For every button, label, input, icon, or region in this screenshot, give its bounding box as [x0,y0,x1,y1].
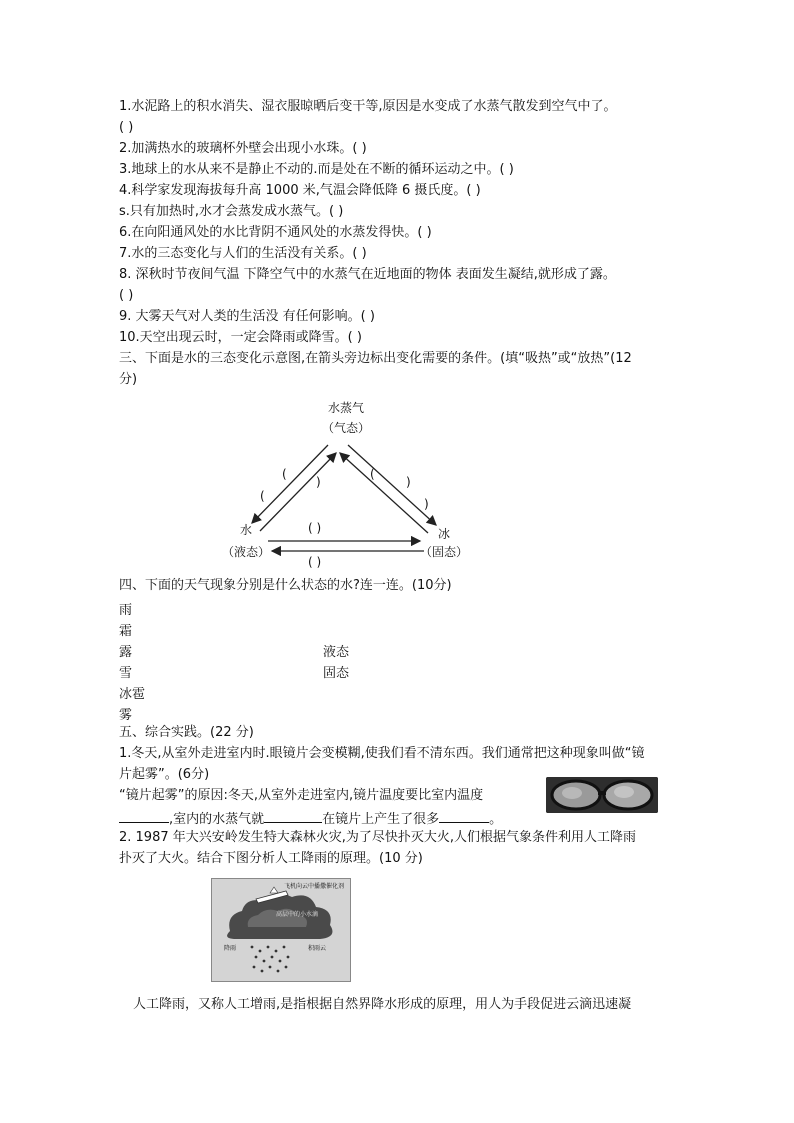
phenomenon-dew[interactable]: 露 [119,645,133,660]
artificial-rain-scene [212,879,350,981]
blank-bottom-bottom[interactable]: ( ) [308,555,322,569]
q1-line2: 片起雾”。(6分) [119,767,210,782]
vapor-label: 水蒸气 [328,401,365,415]
water-state-label: （液态） [222,545,271,559]
judgment-5: s.只有加热时,水才会蒸发成水蒸气。( ) [119,204,344,219]
judgment-7: 7.水的三态变化与人们的生活没有关系。( ) [119,246,367,261]
q1-line4-e: 在镜片上产生了很多 [322,812,440,827]
q1-line1: 1.冬天,从室外走进室内时.眼镜片会变模糊,使我们看不清东西。我们通常把这种现象叫做“镜 [119,746,645,761]
arrow-water-to-vapor [260,453,336,531]
rain-diagram-rain-label: 降雨 [224,945,237,952]
section3-title-cont: 分) [119,372,138,387]
arrow-vapor-to-ice [348,445,436,525]
phenomenon-hail[interactable]: 冰雹 [119,687,146,702]
q2-line1: 2. 1987 年大兴安岭发生特大森林火灾,为了尽快扑灭大火,人们根据气象条件利用人工降雨 [119,830,637,845]
artificial-rain-paragraph: 人工降雨，又称人工增雨,是指根据自然界降水形成的原理，用人为手段促进云滴迅速凝 [133,997,632,1012]
blank-right-outer-1[interactable]: ) [406,475,411,489]
water-states-diagram [200,393,480,571]
blank-left-outer-1[interactable]: ( [282,467,287,481]
judgment-1: 1.水泥路上的积水消失、湿衣服晾晒后变干等,原因是水变成了水蒸气散发到空气中了。 [119,99,617,114]
blank-vapor-change[interactable] [264,809,322,823]
rain-diagram-cloud-label: 高层中的小水滴 [276,911,319,918]
ice-label: 冰 [438,527,451,541]
rain-diagram-title: 飞机向云中播撒催化剂 [284,883,345,890]
blank-right-outer-2[interactable]: ) [424,497,429,511]
state-solid[interactable]: 固态 [323,666,350,681]
vapor-state-label: （气态） [322,421,371,435]
blank-bottom-top[interactable]: ( ) [308,521,322,535]
judgment-10: 10.天空出现云时，一定会降雨或降雪。( ) [119,330,362,345]
judgment-6: 6.在向阳通风处的水比背阴不通风处的水蒸发得快。( ) [119,225,432,240]
judgment-1-paren: ( ) [119,120,134,135]
phenomenon-snow[interactable]: 雪 [119,666,133,681]
phenomenon-frost[interactable]: 霜 [119,624,133,639]
q1-line4 [119,809,502,828]
blank-droplets[interactable] [439,809,489,823]
foggy-glasses-photo [546,777,658,813]
judgment-8: 8. 深秋时节夜间气温 下降空气中的水蒸气在近地面的物体 表面发生凝结,就形成了露。 [119,267,616,282]
blank-left-inner[interactable]: ) [316,475,321,489]
blank-right-inner-1[interactable]: ( [370,467,375,481]
phenomenon-rain[interactable]: 雨 [119,603,133,618]
phenomenon-fog[interactable]: 雾 [119,708,133,723]
state-liquid[interactable]: 液态 [323,645,350,660]
section3-title: 三、下面是水的三态变化示意图,在箭头旁边标出变化需要的条件。(填“吸热”或“放热”(12 [119,351,632,366]
q1-line4-g: 。 [489,812,503,827]
judgment-4: 4.科学家发现海拔每升高 1000 米,气温会降低降 6 摄氏度。( ) [119,183,481,198]
judgment-3: 3.地球上的水从来不是静止不动的.而是处在不断的循环运动之中。( ) [119,162,514,177]
section5-title: 五、综合实践。(22 分) [119,725,254,740]
judgment-9: 9. 大雾天气对人类的生活没 有任何影响。( ) [119,309,375,324]
rain-diagram-ground-label: 积雨云 [308,945,327,952]
judgment-2: 2.加满热水的玻璃杯外壁会出现小水珠。( ) [119,141,367,156]
judgment-8-paren: ( ) [119,288,134,303]
arrow-ice-to-vapor [340,453,428,533]
q1-line4-c: ,室内的水蒸气就 [169,812,265,827]
q2-line2: 扑灭了大火。结合下图分析人工降雨的原理。(10 分) [119,851,423,866]
blank-left-outer-2[interactable]: ( [260,489,265,503]
blank-temperature[interactable] [119,809,169,823]
ice-state-label: （固态） [420,545,469,559]
section4-title: 四、下面的天气现象分别是什么状态的水?连一连。(10分) [119,578,452,593]
q1-line3: “镜片起雾”的原因:冬天,从室外走进室内,镜片温度要比室内温度 [119,788,484,803]
artificial-rain-diagram [211,878,351,982]
water-label: 水 [240,523,253,537]
